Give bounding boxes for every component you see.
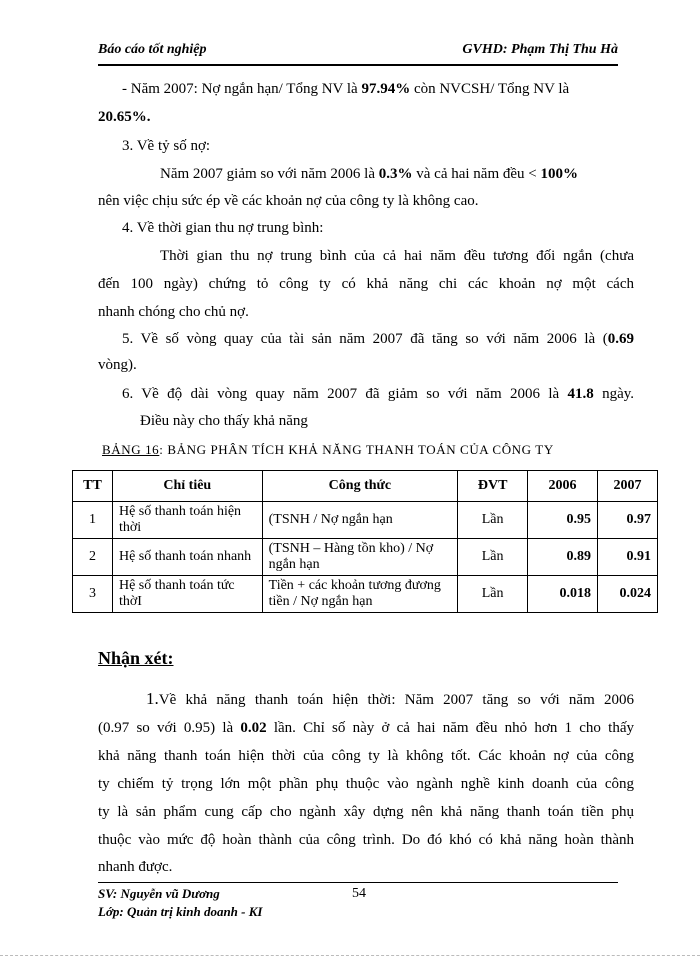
remarks-line-3: khả năng thanh toán hiện thời của công ty là không tốt. Các khoản nợ của công xyxy=(98,748,634,764)
cell-2007: 0.024 xyxy=(598,576,658,613)
remarks-line-2: (0.97 so với 0.95) là 0.02 lần. Chỉ số này ở cả hai năm đều nhỏ hơn 1 cho thấy xyxy=(98,720,634,736)
remarks-line-7: nhanh được. xyxy=(98,859,173,875)
line-2007-ratio-cont: 20.65%. xyxy=(98,109,151,125)
footer-rule xyxy=(98,882,618,883)
col-header-formula: Công thức xyxy=(262,471,458,502)
col-header-2007: 2007 xyxy=(598,471,658,502)
cell-tt: 2 xyxy=(73,539,113,576)
item-5-text: 5. Về số vòng quay của tài sản năm 2007 đã tăng so với năm 2006 là (0.69 xyxy=(122,331,634,347)
col-header-unit: ĐVT xyxy=(458,471,528,502)
cell-2006: 0.018 xyxy=(528,576,598,613)
cell-unit: Lần xyxy=(458,539,528,576)
table-header-row xyxy=(73,471,658,502)
cell-2007: 0.91 xyxy=(598,539,658,576)
page-header xyxy=(98,42,618,62)
col-header-2006: 2006 xyxy=(528,471,598,502)
col-header-tt: TT xyxy=(73,471,113,502)
item-6-text: 6. Về độ dài vòng quay năm 2007 đã giảm so với năm 2006 là 41.8 ngày. xyxy=(122,386,634,402)
table-row xyxy=(73,576,658,613)
footer-class: Lớp: Quản trị kinh doanh - KI xyxy=(98,904,263,919)
page-edge-divider xyxy=(0,955,700,956)
remarks-line-5: ty là sản phẩm cung cấp cho ngành xây dựng nên khả năng thanh toán tiền phụ xyxy=(98,804,634,820)
cell-2006: 0.89 xyxy=(528,539,598,576)
item-3-text-cont: nên việc chịu sức ép về các khoản nợ của công ty là không cao. xyxy=(98,193,479,209)
header-report-title: Báo cáo tốt nghiệp xyxy=(98,42,207,57)
payment-capacity-table xyxy=(72,470,658,613)
table-row xyxy=(73,502,658,539)
item-3-text: Năm 2007 giảm so với năm 2006 là 0.3% và cả hai năm đều < 100% xyxy=(160,166,578,182)
cell-2007: 0.97 xyxy=(598,502,658,539)
cell-indicator: Hệ số thanh toán tức thờI xyxy=(112,576,262,613)
table-title: BẢNG 16: BẢNG PHÂN TÍCH KHẢ NĂNG THANH TOÁN CỦA CÔNG TY xyxy=(102,442,554,457)
header-supervisor: GVHD: Phạm Thị Thu Hà xyxy=(462,42,618,57)
cell-unit: Lần xyxy=(458,576,528,613)
cell-formula: (TSNH – Hàng tồn kho) / Nợ ngắn hạn xyxy=(262,539,458,576)
cell-tt: 3 xyxy=(73,576,113,613)
remarks-line-1: 1.Về khả năng thanh toán hiện thời: Năm 2007 tăng so với năm 2006 xyxy=(146,689,634,708)
item-3-heading: 3. Về tỷ số nợ: xyxy=(122,138,211,154)
cell-2006: 0.95 xyxy=(528,502,598,539)
footer-student: SV: Nguyễn vũ Dương xyxy=(98,886,220,901)
remarks-heading: Nhận xét: xyxy=(98,648,174,668)
item-4-heading: 4. Về thời gian thu nợ trung bình: xyxy=(122,220,324,236)
item-5-text-cont: vòng). xyxy=(98,357,137,373)
page-number: 54 xyxy=(352,886,366,901)
cell-formula: Tiền + các khoản tương đương tiền / Nợ ngắn hạn xyxy=(262,576,458,613)
table-row xyxy=(73,539,658,576)
header-rule xyxy=(98,64,618,66)
cell-indicator: Hệ số thanh toán hiện thời xyxy=(112,502,262,539)
remarks-line-4: ty chiếm tỷ trọng lớn một phần phụ thuộc vào ngành nghề kinh doanh của công xyxy=(98,776,634,792)
item-6-text-cont: Điều này cho thấy khả năng xyxy=(140,413,308,429)
cell-formula: (TSNH / Nợ ngắn hạn xyxy=(262,502,458,539)
cell-indicator: Hệ số thanh toán nhanh xyxy=(112,539,262,576)
remarks-line-6: thuộc vào mức độ hoàn thành của công trình. Do đó khó có khả năng hoàn thành xyxy=(98,832,634,848)
item-4-text-2: đến 100 ngày) chứng tỏ công ty có khả năng chi các khoản nợ một cách xyxy=(98,276,634,292)
cell-tt: 1 xyxy=(73,502,113,539)
line-2007-ratio: - Năm 2007: Nợ ngắn hạn/ Tổng NV là 97.94% còn NVCSH/ Tổng NV là xyxy=(122,81,570,97)
item-4-text-3: nhanh chóng cho chủ nợ. xyxy=(98,304,249,320)
item-4-text: Thời gian thu nợ trung bình của cả hai năm đều tương đối ngắn (chưa xyxy=(160,248,634,264)
col-header-indicator: Chỉ tiêu xyxy=(112,471,262,502)
cell-unit: Lần xyxy=(458,502,528,539)
